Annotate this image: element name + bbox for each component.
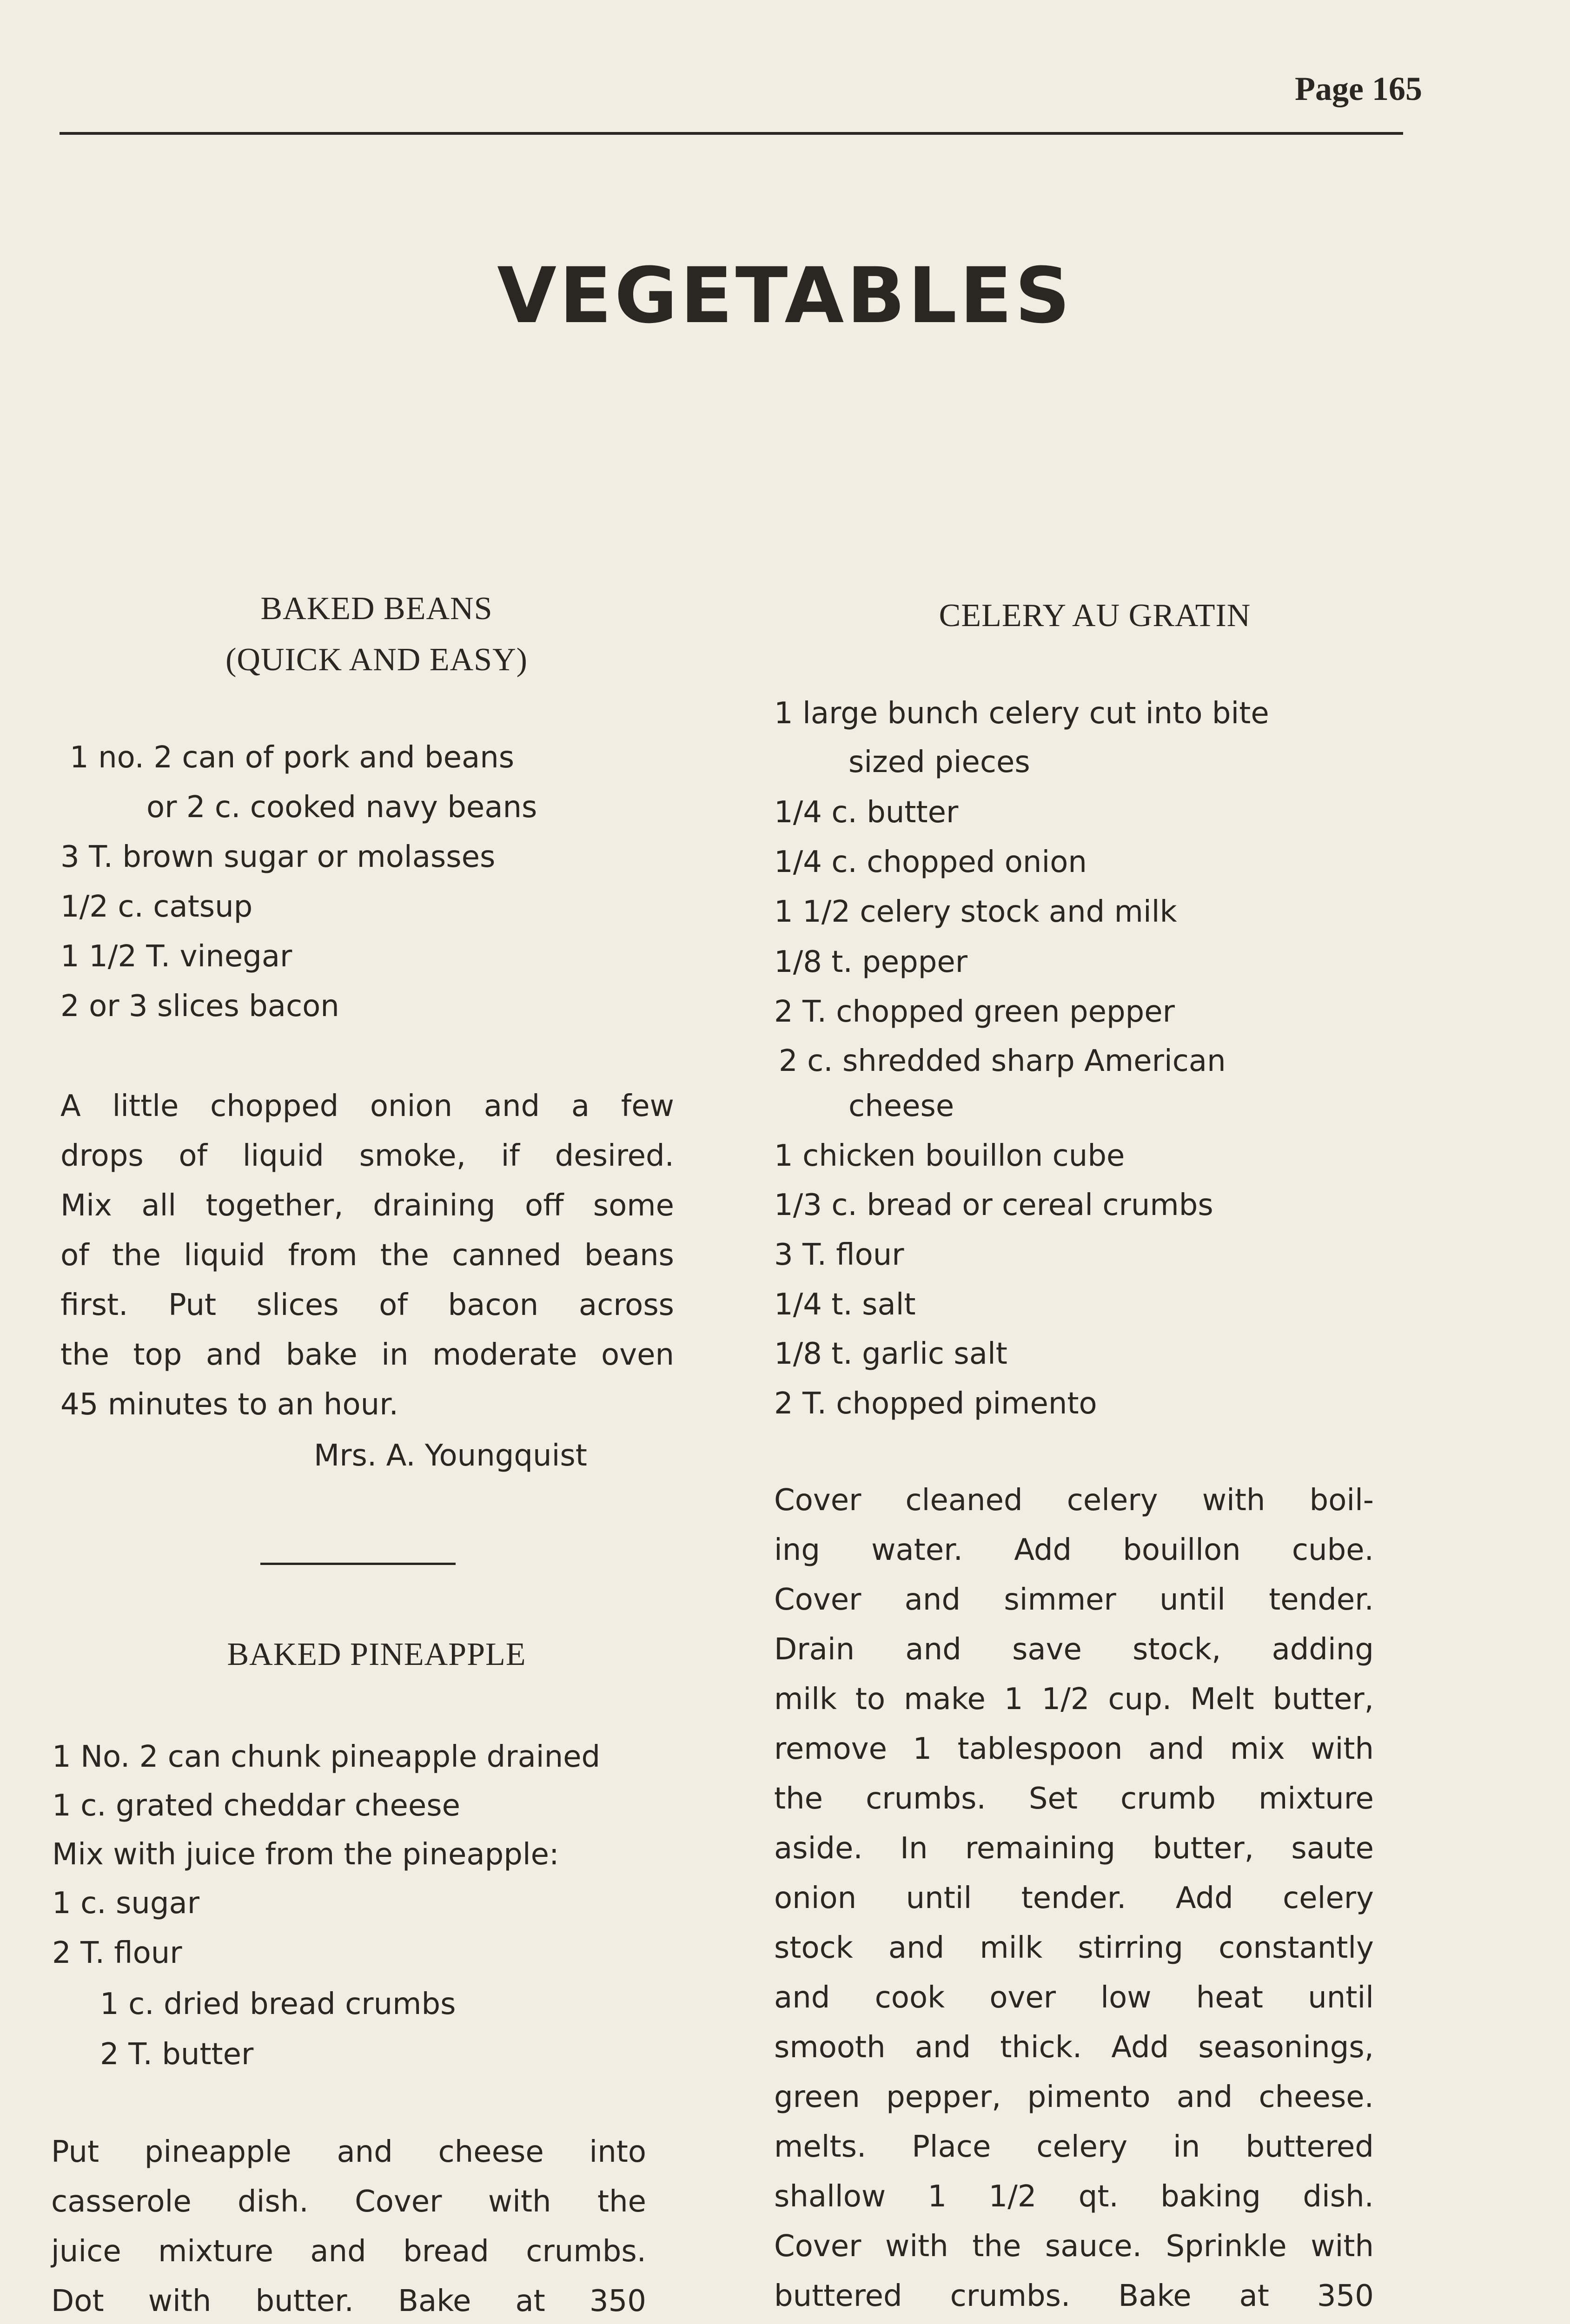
direction-line: first. Put slices of bacon across — [60, 1288, 674, 1322]
ingredient-line: 1 c. dried bread crumbs — [100, 1987, 456, 2021]
recipe-title-celery-au-gratin: CELERY AU GRATIN — [939, 598, 1251, 634]
ingredient-line: 2 T. chopped green pepper — [774, 995, 1175, 1029]
ingredient-line: 2 T. flour — [52, 1936, 182, 1970]
ingredient-line: 1/8 t. garlic salt — [774, 1337, 1007, 1371]
direction-line: juice mixture and bread crumbs. — [51, 2234, 646, 2269]
direction-line: stock and milk stirring constantly — [774, 1931, 1374, 1965]
ingredient-line: 1/4 c. butter — [774, 795, 959, 830]
direction-line: the top and bake in moderate oven — [60, 1338, 674, 1372]
ingredient-line: 1/4 t. salt — [774, 1287, 916, 1322]
direction-line: smooth and thick. Add seasonings, — [774, 2030, 1374, 2065]
ingredient-line: 2 T. chopped pimento — [774, 1386, 1097, 1421]
direction-line: shallow 1 1/2 qt. baking dish. — [774, 2179, 1374, 2214]
direction-line: milk to make 1 1/2 cup. Melt butter, — [774, 1682, 1374, 1717]
direction-line: aside. In remaining butter, saute — [774, 1831, 1374, 1866]
page-title: VEGETABLES — [497, 251, 1073, 340]
ingredient-line: or 2 c. cooked navy beans — [146, 790, 537, 825]
direction-line: remove 1 tablespoon and mix with — [774, 1732, 1374, 1766]
page-number: Page 165 — [1295, 70, 1422, 107]
direction-line: of the liquid from the canned beans — [60, 1238, 674, 1273]
ingredient-line: 1/4 c. chopped onion — [774, 845, 1087, 879]
direction-line: green pepper, pimento and cheese. — [774, 2080, 1374, 2114]
recipe-title-baked-pineapple: BAKED PINEAPPLE — [227, 1637, 526, 1672]
direction-line: buttered crumbs. Bake at 350 — [774, 2279, 1374, 2313]
direction-line: A little chopped onion and a few — [60, 1089, 674, 1123]
direction-line: Put pineapple and cheese into — [51, 2135, 646, 2169]
recipe-divider — [260, 1563, 456, 1565]
direction-line: Dot with butter. Bake at 350 — [51, 2284, 646, 2318]
ingredient-line: 3 T. brown sugar or molasses — [60, 840, 496, 874]
direction-line: ing water. Add bouillon cube. — [774, 1533, 1374, 1567]
ingredient-line: cheese — [848, 1089, 954, 1123]
direction-line: Cover and simmer until tender. — [774, 1583, 1374, 1617]
direction-line: and cook over low heat until — [774, 1981, 1374, 2015]
direction-line: drops of liquid smoke, if desired. — [60, 1139, 674, 1173]
header-rule — [60, 132, 1403, 135]
ingredient-line: sized pieces — [848, 745, 1030, 779]
ingredient-line: Mix with juice from the pineapple: — [52, 1837, 559, 1872]
ingredient-line: 2 c. shredded sharp American — [779, 1044, 1226, 1078]
ingredient-line: 3 T. flour — [774, 1238, 904, 1272]
ingredient-line: 1 c. grated cheddar cheese — [52, 1789, 460, 1823]
ingredient-line: 1 1/2 T. vinegar — [60, 939, 292, 974]
recipe-subtitle-baked-beans: (QUICK AND EASY) — [225, 642, 528, 678]
recipe-author: Mrs. A. Youngquist — [314, 1439, 587, 1473]
ingredient-line: 2 or 3 slices bacon — [60, 989, 339, 1023]
direction-line: onion until tender. Add celery — [774, 1881, 1374, 1915]
ingredient-line: 1 large bunch celery cut into bite — [774, 696, 1269, 731]
direction-line: casserole dish. Cover with the — [51, 2185, 646, 2219]
direction-line: the crumbs. Set crumb mixture — [774, 1782, 1374, 1816]
direction-line: 45 minutes to an hour. — [60, 1387, 398, 1422]
direction-line: melts. Place celery in buttered — [774, 2130, 1374, 2164]
ingredient-line: 2 T. butter — [100, 2037, 254, 2072]
direction-line: Drain and save stock, adding — [774, 1632, 1374, 1667]
recipe-title-baked-beans: BAKED BEANS — [260, 591, 493, 627]
ingredient-line: 1/2 c. catsup — [60, 890, 253, 924]
direction-line: Mix all together, draining off some — [60, 1188, 674, 1223]
direction-line: Cover with the sauce. Sprinkle with — [774, 2229, 1374, 2264]
ingredient-line: 1/8 t. pepper — [774, 945, 968, 979]
ingredient-line: 1 no. 2 can of pork and beans — [70, 740, 515, 775]
direction-line: Cover cleaned celery with boil- — [774, 1483, 1374, 1518]
ingredient-line: 1 c. sugar — [52, 1886, 199, 1921]
ingredient-line: 1 1/2 celery stock and milk — [774, 895, 1177, 929]
ingredient-line: 1 No. 2 can chunk pineapple drained — [52, 1740, 601, 1774]
ingredient-line: 1/3 c. bread or cereal crumbs — [774, 1188, 1213, 1222]
ingredient-line: 1 chicken bouillon cube — [774, 1139, 1125, 1173]
